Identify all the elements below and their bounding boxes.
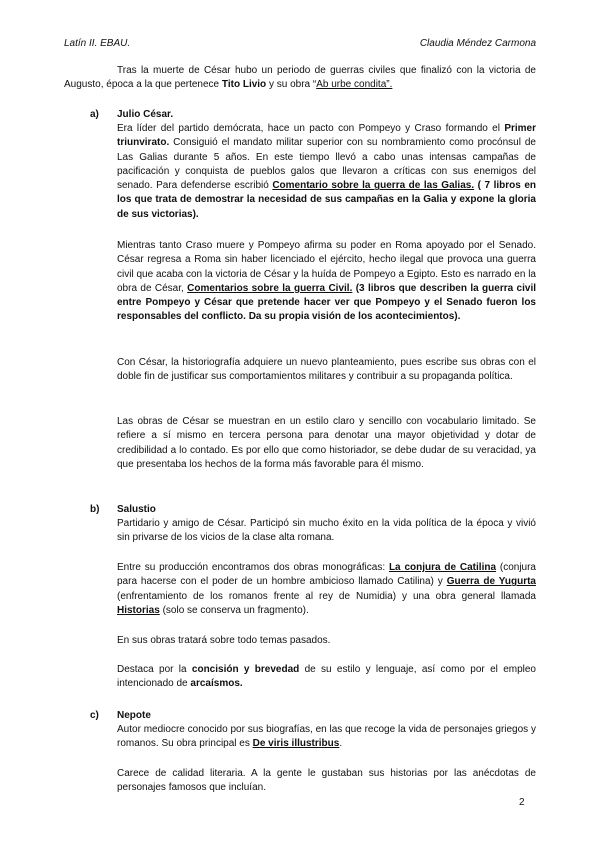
intro-text: y su obra “ bbox=[266, 79, 317, 91]
text: Entre su producción encontramos dos obras monográficas: bbox=[117, 562, 389, 573]
section-b-paragraph-4 bbox=[117, 663, 536, 692]
work-description: (3 libros que describen la guerra civil entre Pompeyo y César que pretende hacer ver que Pompeyo y el Senado fueron los responsables del conflicto. Da su propia visión de los acontecimientos). bbox=[117, 282, 537, 323]
work-title-de-viris: De viris illustribus bbox=[252, 738, 340, 750]
section-a-paragraph-4: Las obras de César se muestran en un estilo claro y sencillo con vocabulario limitado. Se refiere a sí mismo en tercera persona para denotar una mayor objetividad y dotar de credibilidad a lo contado. Es por ello que como historiador, se debe dudar de su veracidad, ya que presentaba los hechos de la forma más favorable para él mismo. bbox=[117, 416, 536, 470]
section-b-label: b) bbox=[90, 504, 100, 515]
section-b-paragraph-3: En sus obras tratará sobre todo temas pasados. bbox=[117, 635, 331, 646]
text: (enfrentamiento de los romanos frente al rey de Numidia) y una obra general llamada bbox=[117, 590, 536, 602]
page-header bbox=[64, 38, 536, 52]
section-c-paragraph-1 bbox=[117, 723, 536, 752]
text: Mientras tanto Craso muere y Pompeyo afirma su poder en Roma apoyado por el Senado. César regresa a Roma sin haber licenciado el ejército, hecho ilegal que provoca una guerra civil que acaba con la victoria de César y la huída de Pompeyo a Egipto. Esto es narrado en la obra de César, bbox=[117, 240, 536, 294]
section-b-paragraph-1: Partidario y amigo de César. Participó sin mucho éxito en la vida política de la época y vivió sin privarse de los vicios de la clase alta romana. bbox=[117, 518, 536, 544]
text: Destaca por la bbox=[117, 664, 192, 675]
section-a-paragraph-2 bbox=[117, 239, 536, 325]
work-title-catilina: La conjura de Catilina bbox=[388, 562, 497, 573]
page-number: 2 bbox=[519, 797, 525, 808]
intro-paragraph bbox=[64, 64, 536, 93]
header-author: Claudia Méndez Carmona bbox=[419, 38, 536, 49]
concision-y-brevedad: concisión y brevedad bbox=[191, 664, 300, 675]
section-c-title: Nepote bbox=[117, 710, 151, 721]
work-title-historias: Historias bbox=[117, 604, 160, 616]
section-a-label: a) bbox=[90, 109, 99, 120]
arcaismos: arcaísmos. bbox=[190, 678, 243, 690]
text: . bbox=[339, 738, 343, 750]
text: Consiguió el mandato militar superior con su nombramiento como procónsul de Las Galias durante 5 años. En este tiempo llevó a cabo unas intensas campañas de pacificación y conquista de pueblos galos que llevaron a críticas con sus enemigos del senado. Para defenderse escribió bbox=[117, 137, 536, 192]
section-b-title: Salustio bbox=[117, 504, 156, 515]
text: (solo se conserva un fragmento). bbox=[159, 604, 309, 616]
work-title-galias: Comentario sobre la guerra de las Galias. bbox=[272, 180, 475, 192]
header-course: Latín II. EBAU. bbox=[64, 38, 131, 49]
section-a-paragraph-3: Con César, la historiografía adquiere un nuevo planteamiento, pues escribe sus obras con el doble fin de justificar sus comportamientos militares y contribuir a su propaganda política. bbox=[117, 357, 536, 383]
text: Autor mediocre conocido por sus biografías, en las que recoge la vida de personajes griegos y romanos. Su obra principal es bbox=[117, 724, 536, 750]
text: de su estilo y lenguaje, así como por el empleo intencionado de bbox=[117, 664, 536, 690]
section-a-paragraph-1 bbox=[117, 122, 536, 222]
work-title-guerra-civil: Comentarios sobre la guerra Civil. bbox=[187, 282, 353, 294]
section-c-label: c) bbox=[90, 710, 99, 721]
text: (conjura para hacerse con el poder de un hombre ambicioso llamado Catilina) y bbox=[117, 562, 536, 588]
intro-text: Tras la muerte de César hubo un periodo de guerras civiles que finalizó con la victoria de Augusto, época a la que pertenece bbox=[64, 65, 536, 91]
intro-author-tito-livio: Tito Livio bbox=[221, 79, 267, 91]
section-a-title: Julio César. bbox=[117, 109, 174, 120]
text: Era líder del partido demócrata, hace un pacto con Pompeyo y Craso formando el bbox=[117, 123, 505, 134]
primer-triunvirato: Primer triunvirato. bbox=[117, 123, 536, 149]
section-b-paragraph-2 bbox=[117, 561, 536, 618]
section-c-paragraph-2: Carece de calidad literaria. A la gente le gustaban sus historias por las anécdotas de personajes famosos que incluían. bbox=[117, 768, 536, 794]
work-title-yugurta: Guerra de Yugurta bbox=[446, 576, 536, 588]
intro-work-title: Ab urbe condita”. bbox=[316, 79, 393, 91]
work-description: ( 7 libros en los que trata de demostrar la necesidad de sus campañas en la Galia y expone la gloria de sus victorias). bbox=[117, 180, 537, 220]
